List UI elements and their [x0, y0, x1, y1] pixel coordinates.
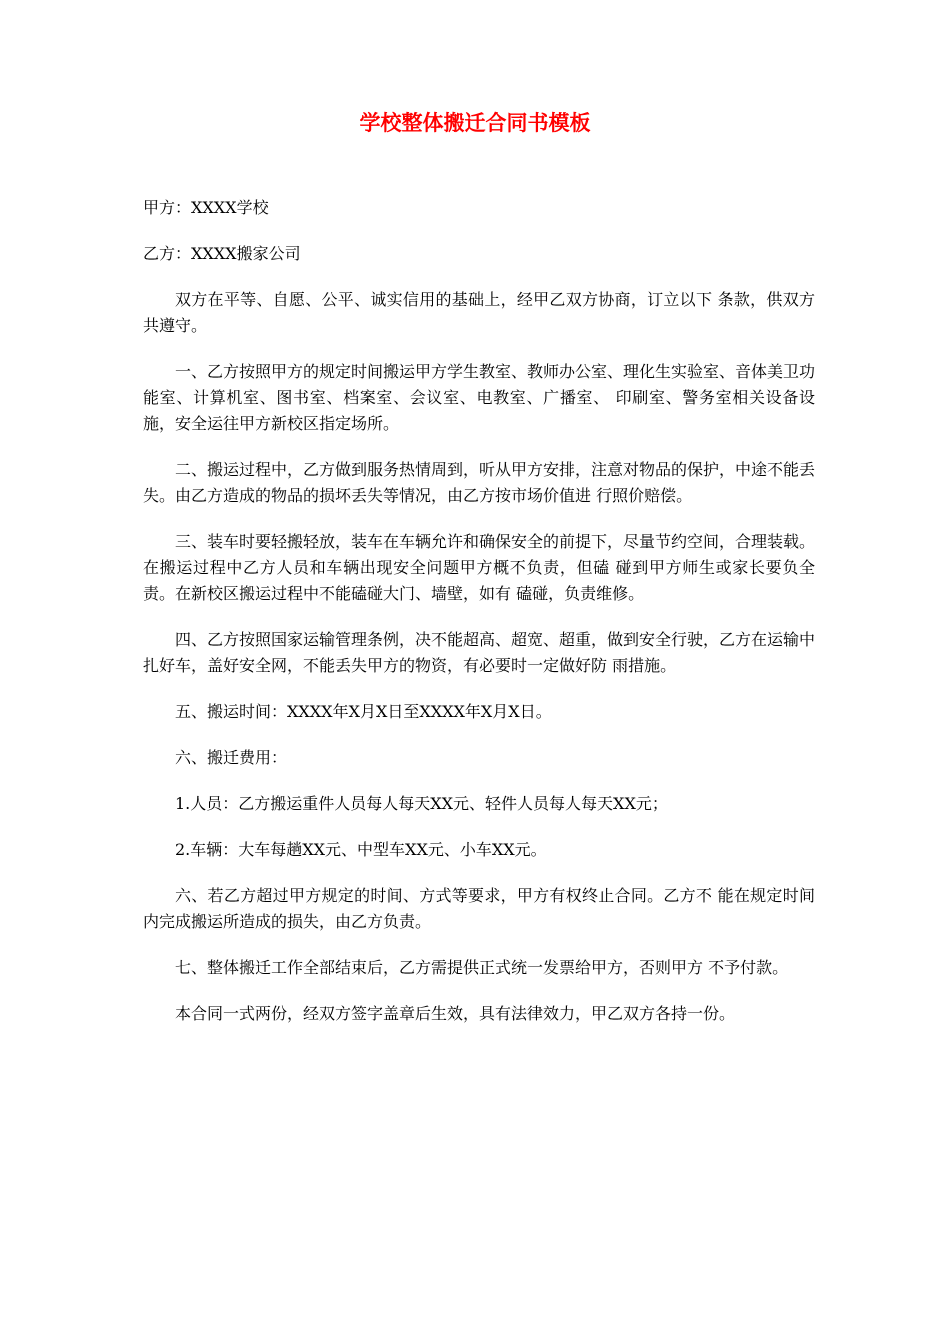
- clause-5-paragraph: 五、搬运时间：XXXX年X月X日至XXXX年X月X日。: [175, 702, 552, 721]
- document-body: [143, 195, 815, 1047]
- closing-paragraph: 本合同一式两份，经双方签字盖章后生效，具有法律效力，甲乙双方各持一份。: [175, 1004, 736, 1023]
- document-title: 学校整体搬迁合同书模板: [359, 110, 591, 135]
- fee-personnel-paragraph: 1.人员：乙方搬运重件人员每人每天XX元、轻件人员每人每天XX元；: [175, 794, 668, 813]
- clause-2-paragraph: 二、搬运过程中，乙方做到服务热情周到，听从甲方安排，注意对物品的保护，中途不能丢失。由乙方造成的物品的损坏丢失等情况，由乙方按市场价值进 行照价赔偿。: [143, 460, 816, 505]
- preamble-paragraph: 双方在平等、自愿、公平、诚实信用的基础上，经甲乙双方协商，订立以下 条款，供双方共遵守。: [143, 290, 815, 335]
- clause-6b-paragraph: 六、若乙方超过甲方规定的时间、方式等要求，甲方有权终止合同。乙方不 能在规定时间内完成搬运所造成的损失，由乙方负责。: [143, 886, 815, 931]
- clause-3-paragraph: 三、装车时要轻搬轻放，装车在车辆允许和确保安全的前提下，尽量节约空间，合理装载。在搬运过程中乙方人员和车辆出现安全问题甲方概不负责，但磕 碰到甲方师生或家长要负全责。在新校区搬运过程中不能磕碰大门、墙壁，如有 磕碰，负责维修。: [143, 532, 816, 603]
- clause-1-paragraph: 一、乙方按照甲方的规定时间搬运甲方学生教室、教师办公室、理化生实验室、音体美卫功能室、计算机室、图书室、档案室、会议室、电教室、广播室、 印刷室、警务室相关设备设施，安全运往甲方新校区指定场所。: [143, 362, 816, 433]
- party-b-line: 乙方：XXXX搬家公司: [143, 244, 301, 263]
- party-a-line: 甲方：XXXX学校: [143, 198, 269, 217]
- clause-6-paragraph: 六、搬迁费用：: [175, 748, 288, 767]
- clause-4-paragraph: 四、乙方按照国家运输管理条例，决不能超高、超宽、超重，做到安全行驶，乙方在运输中扎好车，盖好安全网，不能丢失甲方的物资，有必要时一定做好防 雨措施。: [143, 630, 816, 675]
- clause-7-paragraph: 七、整体搬迁工作全部结束后，乙方需提供正式统一发票给甲方，否则甲方 不予付款。: [175, 958, 789, 977]
- fee-vehicle-paragraph: 2.车辆：大车每趟XX元、中型车XX元、小车XX元。: [175, 840, 547, 859]
